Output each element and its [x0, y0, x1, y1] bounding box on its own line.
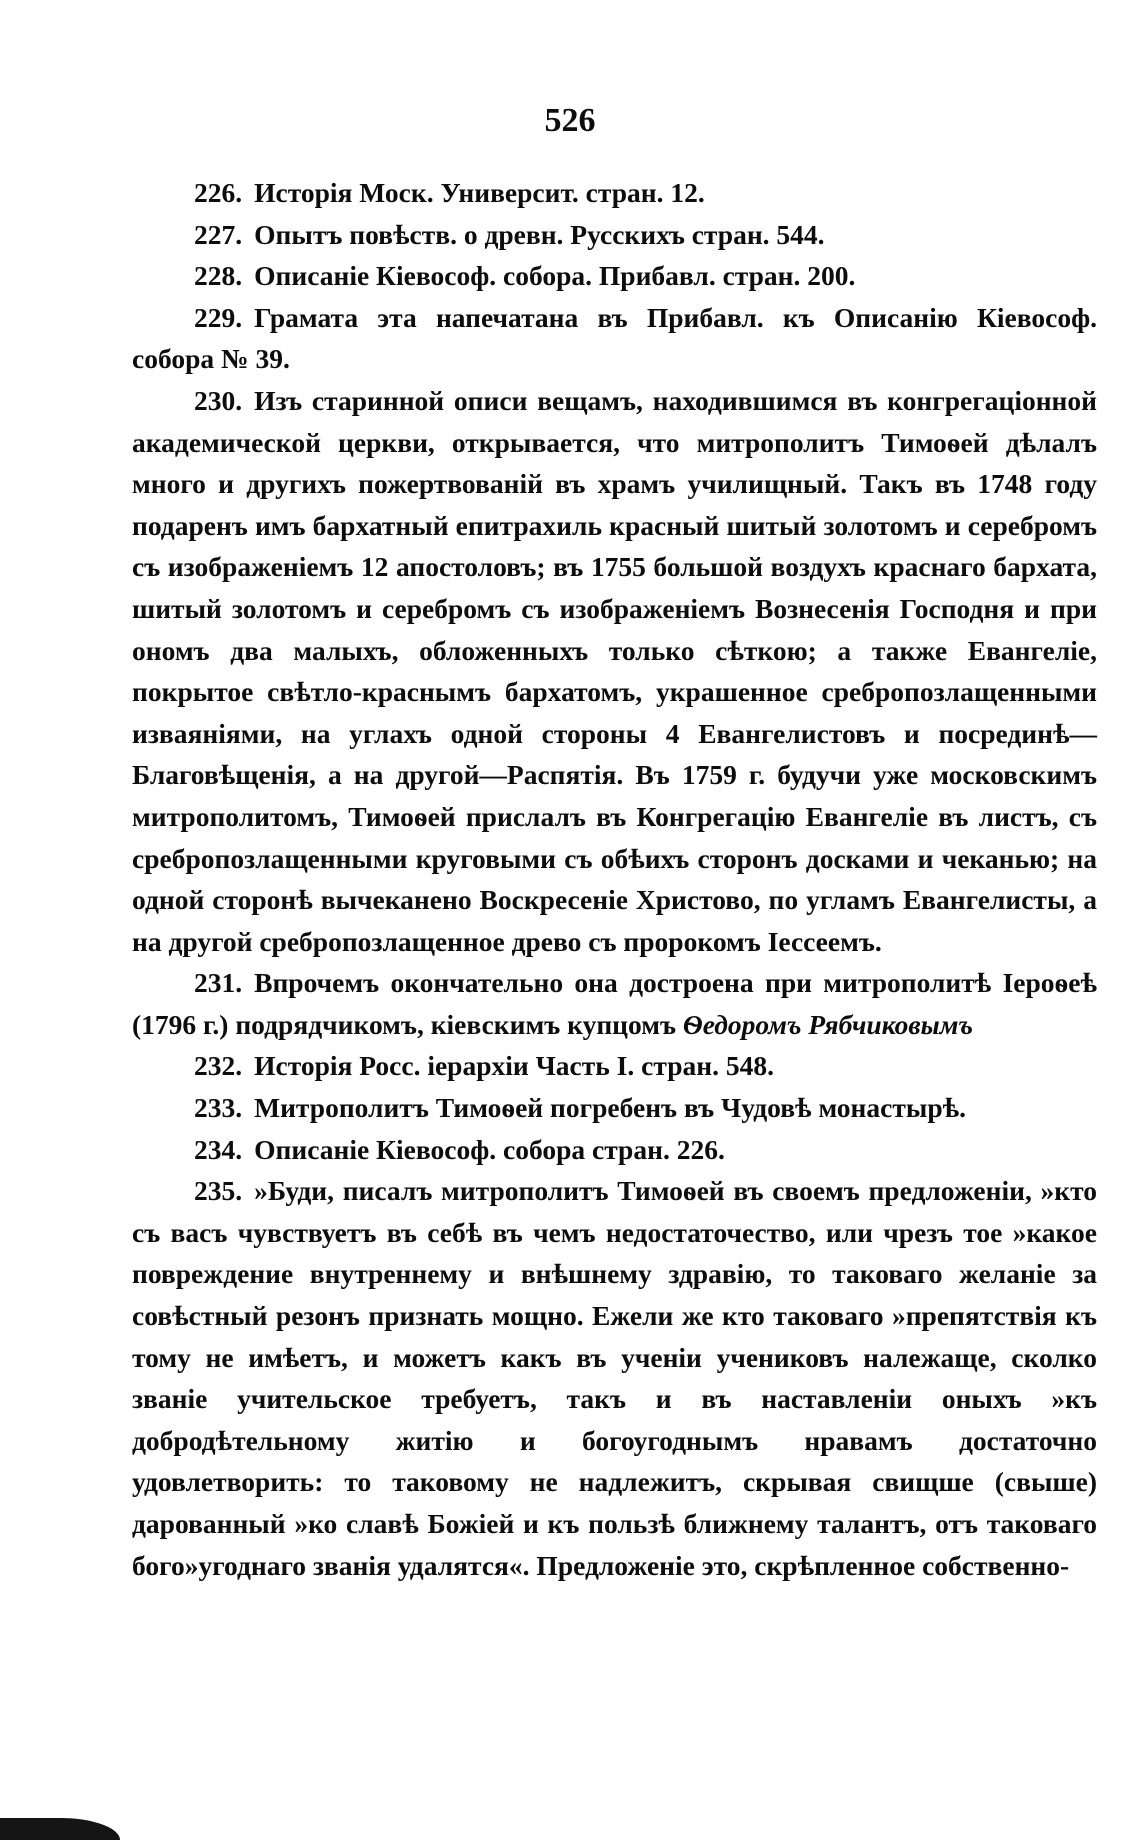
note-text: Исторія Росс. іерархіи Часть I. стран. 548.	[254, 1050, 774, 1082]
note-text: Исторія Моск. Университ. стран. 12.	[254, 177, 705, 208]
note-228	[132, 255, 1097, 297]
note-text: Описаніе Кіевософ. собора стран. 226.	[254, 1133, 725, 1165]
note-226	[132, 172, 1097, 214]
note-number: 230.	[194, 384, 243, 416]
note-text: »Буди, писалъ митрополитъ Тимоѳей въ своемъ предложеніи, »кто съ васъ чувствуетъ въ себѣ въ чемъ недостаточество, или чрезъ тое »какое повреждение внутреннему и внѣшнему здравію, то таковаго желаніе за совѣстный резонъ признать мощно. Ежели же кто таковаго »препятствія къ тому не имѣетъ, и можетъ какъ въ ученіи учениковъ належаще, сколко званіе учительское требуетъ, такъ и въ наставленіи оныхъ »къ добродѣтельному житію и богоугоднымъ нравамъ достаточно удовлетворить: то таковому не надлежитъ, скрывая свищше (свыше) дарованный »ко славѣ Божіей и къ пользѣ ближнему талантъ, отъ таковаго бого»угоднаго званія удалятся«. Предложеніе это, скрѣпленное собственно-	[132, 1175, 1097, 1581]
note-229	[132, 297, 1097, 380]
note-number: 235.	[194, 1175, 243, 1207]
note-233	[132, 1087, 1097, 1129]
note-number: 232.	[194, 1050, 243, 1082]
note-text: Митрополитъ Тимоѳей погребенъ въ Чудовѣ монастырѣ.	[254, 1092, 967, 1124]
note-text: Изъ старинной описи вещамъ, находившимся въ конгрегаціонной академической церкви, открывается, что митрополитъ Тимоѳей дѣлалъ много и другихъ пожертвованій въ храмъ училищный. Такъ въ 1748 году подаренъ имъ бархатный епитрахиль красный шитый золотомъ и серебромъ съ изображеніемъ 12 апостоловъ; въ 1755 большой воздухъ краснаго бархата, шитый золотомъ и серебромъ съ изображеніемъ Вознесенія Господня и при ономъ два малыхъ, обложенныхъ только сѣткою; а также Евангеліе, покрытое свѣтло-краснымъ бархатомъ, украшенное сребропозлащенными изваяніями, на углахъ одной стороны 4 Евангелистовъ и посрединѣ—Благовѣщенія, а на другой—Распятія. Въ 1759 г. будучи уже московскимъ митрополитомъ, Тимоѳей прислалъ въ Конгрегацію Евангеліе въ листъ, съ сребропозлащенными круговыми съ обѣихъ сторонъ досками и чеканью; на одной сторонѣ вычеканено Воскресеніе Христово, по угламъ Евангелисты, а на другой сребропозлащенное древо съ пророкомъ Іессеемъ.	[132, 384, 1097, 957]
note-text: Опытъ повѣств. о древн. Русскихъ стран. 544.	[254, 218, 825, 250]
note-number: 233.	[194, 1092, 243, 1124]
note-text: Впрочемъ окончательно она достроена при митрополитѣ Іероѳеѣ (1796 г.) подрядчикомъ, кіевскимъ купцомъ	[132, 967, 1097, 1040]
note-232	[132, 1045, 1097, 1087]
note-number: 228.	[194, 260, 243, 292]
note-number: 227.	[194, 218, 243, 250]
note-text: Описаніе Кіевософ. собора. Прибавл. стран. 200.	[254, 260, 856, 292]
note-number: 229.	[194, 301, 243, 333]
note-230	[132, 380, 1097, 962]
footnotes	[132, 172, 1097, 1586]
note-number: 231.	[194, 967, 243, 999]
note-235	[132, 1170, 1097, 1586]
note-text: Грамата эта напечатана въ Прибавл. къ Описанію Кіевософ. собора № 39.	[132, 301, 1097, 375]
note-emphasis: Ѳедоромъ Рябчиковымъ	[682, 1008, 974, 1040]
note-227	[132, 214, 1097, 256]
scan-edge-shadow	[0, 1818, 120, 1840]
note-231	[132, 962, 1097, 1045]
page-number: 526	[544, 102, 596, 139]
note-number: 226.	[194, 177, 243, 208]
note-234	[132, 1129, 1097, 1171]
note-number: 234.	[194, 1133, 243, 1165]
